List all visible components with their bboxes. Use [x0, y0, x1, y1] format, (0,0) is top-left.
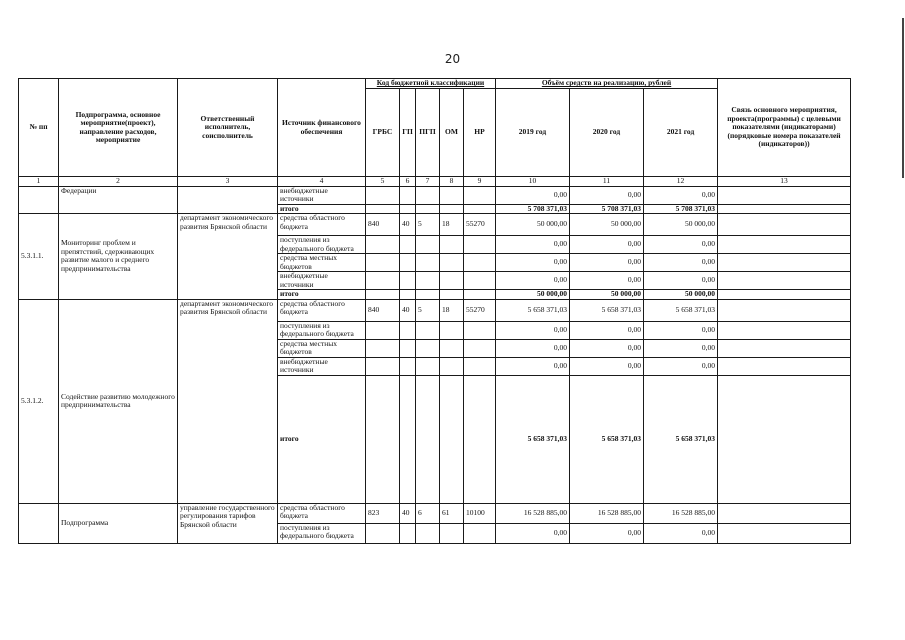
row-code-grbs	[366, 254, 400, 272]
row-amount-2021: 5 708 371,03	[644, 204, 718, 214]
row-amount-2020: 0,00	[570, 321, 644, 339]
column-number: 9	[464, 177, 496, 187]
row-code-nr	[464, 357, 496, 375]
row-code-nr	[464, 254, 496, 272]
row-code-gp	[400, 321, 416, 339]
row-link	[718, 357, 851, 375]
row-code-pgp	[416, 375, 440, 503]
row-code-nr: 10100	[464, 503, 496, 523]
row-code-pgp	[416, 523, 440, 543]
row-code-grbs	[366, 290, 400, 300]
row-amount-2021: 0,00	[644, 523, 718, 543]
row-code-nr	[464, 375, 496, 503]
row-amount-2021: 0,00	[644, 339, 718, 357]
row-code-gp	[400, 339, 416, 357]
row-source: итого	[278, 290, 366, 300]
header-volume-group: Объём средств на реализацию, рублей	[496, 79, 718, 89]
row-code-om	[440, 339, 464, 357]
scan-edge-line	[902, 18, 904, 178]
row-amount-2021: 5 658 371,03	[644, 299, 718, 321]
row-amount-2020: 5 658 371,03	[570, 375, 644, 503]
row-code-om	[440, 321, 464, 339]
header-code-pgp: ПГП	[416, 89, 440, 177]
row-amount-2019: 5 658 371,03	[496, 299, 570, 321]
row-number	[19, 503, 59, 543]
row-amount-2019: 0,00	[496, 357, 570, 375]
header-source: Источник финансового обеспечения	[278, 79, 366, 177]
row-code-gp	[400, 254, 416, 272]
row-program-name: Подпрограмма	[59, 503, 178, 543]
row-amount-2019: 5 708 371,03	[496, 204, 570, 214]
row-code-om	[440, 204, 464, 214]
row-number	[19, 186, 59, 214]
column-number: 8	[440, 177, 464, 187]
row-link	[718, 503, 851, 523]
column-number: 7	[416, 177, 440, 187]
row-amount-2020: 50 000,00	[570, 214, 644, 236]
row-code-pgp: 6	[416, 503, 440, 523]
row-source: средства местных бюджетов	[278, 254, 366, 272]
row-source: итого	[278, 375, 366, 503]
header-code-grbs: ГРБС	[366, 89, 400, 177]
row-code-nr	[464, 321, 496, 339]
row-amount-2019: 0,00	[496, 272, 570, 290]
row-amount-2020: 0,00	[570, 236, 644, 254]
row-amount-2021: 0,00	[644, 321, 718, 339]
row-code-gp	[400, 290, 416, 300]
row-code-grbs: 840	[366, 299, 400, 321]
row-source: поступления из федерального бюджета	[278, 523, 366, 543]
row-code-gp	[400, 272, 416, 290]
header-budget-code-group: Код бюджетной классификации	[366, 79, 496, 89]
table-row	[19, 186, 851, 204]
row-amount-2020: 0,00	[570, 339, 644, 357]
row-code-gp	[400, 375, 416, 503]
row-code-pgp	[416, 186, 440, 204]
row-code-nr	[464, 290, 496, 300]
column-number: 10	[496, 177, 570, 187]
row-code-pgp	[416, 290, 440, 300]
row-amount-2019: 16 528 885,00	[496, 503, 570, 523]
row-link	[718, 339, 851, 357]
row-amount-2020: 0,00	[570, 272, 644, 290]
header-link: Связь основного мероприятия, проекта(программы) с целевыми показателями (индикаторами) (порядковые номера показателей (индикаторов))	[718, 79, 851, 177]
row-code-pgp: 5	[416, 214, 440, 236]
row-code-om	[440, 357, 464, 375]
row-code-gp	[400, 204, 416, 214]
row-amount-2021: 50 000,00	[644, 214, 718, 236]
row-code-pgp: 5	[416, 299, 440, 321]
row-code-pgp	[416, 321, 440, 339]
row-code-grbs: 840	[366, 214, 400, 236]
row-link	[718, 290, 851, 300]
row-code-grbs	[366, 321, 400, 339]
row-code-grbs	[366, 186, 400, 204]
row-responsible: департамент экономического развития Брянской области	[178, 214, 278, 300]
row-code-om	[440, 375, 464, 503]
row-code-om	[440, 523, 464, 543]
row-link	[718, 272, 851, 290]
row-link	[718, 204, 851, 214]
row-code-nr	[464, 236, 496, 254]
row-amount-2019: 0,00	[496, 186, 570, 204]
table-row	[19, 503, 851, 523]
row-code-nr	[464, 272, 496, 290]
row-code-gp	[400, 357, 416, 375]
row-code-nr: 55270	[464, 214, 496, 236]
row-responsible: управление государственного регулирования тарифов Брянской области	[178, 503, 278, 543]
row-code-grbs	[366, 375, 400, 503]
header-year-2019: 2019 год	[496, 89, 570, 177]
column-number-row	[19, 177, 851, 187]
row-amount-2020: 50 000,00	[570, 290, 644, 300]
row-amount-2020: 0,00	[570, 254, 644, 272]
row-program-name: Мониторинг проблем и препятствий, сдерживающих развитие малого и среднего предпринимательства	[59, 214, 178, 300]
row-program-name: Содействие развитию молодежного предпринимательства	[59, 299, 178, 503]
row-link	[718, 214, 851, 236]
row-code-om	[440, 186, 464, 204]
table-row	[19, 299, 851, 321]
row-code-grbs	[366, 204, 400, 214]
row-source: внебюджетные источники	[278, 186, 366, 204]
row-link	[718, 186, 851, 204]
row-code-grbs	[366, 523, 400, 543]
row-amount-2021: 16 528 885,00	[644, 503, 718, 523]
row-code-grbs	[366, 339, 400, 357]
row-code-om	[440, 272, 464, 290]
row-source: средства областного бюджета	[278, 299, 366, 321]
row-code-pgp	[416, 272, 440, 290]
header-code-gp: ГП	[400, 89, 416, 177]
row-amount-2021: 0,00	[644, 186, 718, 204]
column-number: 2	[59, 177, 178, 187]
row-code-pgp	[416, 204, 440, 214]
row-code-grbs: 823	[366, 503, 400, 523]
row-source: поступления из федерального бюджета	[278, 321, 366, 339]
row-amount-2021: 0,00	[644, 236, 718, 254]
row-amount-2021: 50 000,00	[644, 290, 718, 300]
row-amount-2019: 50 000,00	[496, 290, 570, 300]
row-amount-2020: 5 658 371,03	[570, 299, 644, 321]
row-amount-2019: 0,00	[496, 339, 570, 357]
row-link	[718, 375, 851, 503]
column-number: 3	[178, 177, 278, 187]
row-code-pgp	[416, 357, 440, 375]
row-code-gp: 40	[400, 214, 416, 236]
row-code-gp: 40	[400, 503, 416, 523]
row-source: средства областного бюджета	[278, 503, 366, 523]
page-number: 20	[444, 52, 461, 66]
row-source: внебюджетные источники	[278, 357, 366, 375]
header-program: Подпрограмма, основное мероприятие(проект), направление расходов, мероприятие	[59, 79, 178, 177]
row-code-grbs	[366, 236, 400, 254]
row-code-om: 61	[440, 503, 464, 523]
row-amount-2020: 0,00	[570, 523, 644, 543]
row-code-pgp	[416, 254, 440, 272]
row-amount-2019: 0,00	[496, 523, 570, 543]
row-code-grbs	[366, 357, 400, 375]
header-code-nr: НР	[464, 89, 496, 177]
row-amount-2020: 16 528 885,00	[570, 503, 644, 523]
header-year-2021: 2021 год	[644, 89, 718, 177]
column-number: 12	[644, 177, 718, 187]
header-responsible: Ответственный исполнитель, соисполнитель	[178, 79, 278, 177]
row-amount-2020: 0,00	[570, 186, 644, 204]
column-number: 1	[19, 177, 59, 187]
table-row	[19, 214, 851, 236]
header-no: № пп	[19, 79, 59, 177]
row-link	[718, 523, 851, 543]
row-code-nr: 55270	[464, 299, 496, 321]
row-amount-2021: 0,00	[644, 254, 718, 272]
column-number: 11	[570, 177, 644, 187]
column-number: 13	[718, 177, 851, 187]
row-code-gp: 40	[400, 299, 416, 321]
row-responsible: департамент экономического развития Брянской области	[178, 299, 278, 503]
row-code-om: 18	[440, 299, 464, 321]
row-code-grbs	[366, 272, 400, 290]
column-number: 6	[400, 177, 416, 187]
row-code-om	[440, 236, 464, 254]
header-year-2020: 2020 год	[570, 89, 644, 177]
row-code-gp	[400, 186, 416, 204]
row-amount-2019: 0,00	[496, 236, 570, 254]
table-body	[19, 186, 851, 543]
row-code-om	[440, 254, 464, 272]
row-amount-2021: 5 658 371,03	[644, 375, 718, 503]
row-code-gp	[400, 523, 416, 543]
row-amount-2020: 5 708 371,03	[570, 204, 644, 214]
row-source: поступления из федерального бюджета	[278, 236, 366, 254]
row-source: итого	[278, 204, 366, 214]
row-number: 5.3.1.2.	[19, 299, 59, 503]
row-amount-2019: 0,00	[496, 254, 570, 272]
row-code-nr	[464, 186, 496, 204]
row-amount-2019: 5 658 371,03	[496, 375, 570, 503]
row-program-name: Федерации	[59, 186, 178, 214]
row-amount-2019: 50 000,00	[496, 214, 570, 236]
budget-table	[18, 78, 851, 544]
row-code-pgp	[416, 236, 440, 254]
row-responsible	[178, 186, 278, 214]
row-code-nr	[464, 523, 496, 543]
row-source: средства областного бюджета	[278, 214, 366, 236]
row-code-gp	[400, 236, 416, 254]
row-amount-2021: 0,00	[644, 357, 718, 375]
column-number: 4	[278, 177, 366, 187]
column-number: 5	[366, 177, 400, 187]
row-amount-2021: 0,00	[644, 272, 718, 290]
row-code-om: 18	[440, 214, 464, 236]
row-link	[718, 321, 851, 339]
row-code-om	[440, 290, 464, 300]
row-code-nr	[464, 339, 496, 357]
row-link	[718, 299, 851, 321]
header-code-om: ОМ	[440, 89, 464, 177]
row-source: внебюджетные источники	[278, 272, 366, 290]
row-link	[718, 236, 851, 254]
row-code-nr	[464, 204, 496, 214]
row-link	[718, 254, 851, 272]
row-code-pgp	[416, 339, 440, 357]
row-amount-2020: 0,00	[570, 357, 644, 375]
row-amount-2019: 0,00	[496, 321, 570, 339]
row-number: 5.3.1.1.	[19, 214, 59, 300]
row-source: средства местных бюджетов	[278, 339, 366, 357]
